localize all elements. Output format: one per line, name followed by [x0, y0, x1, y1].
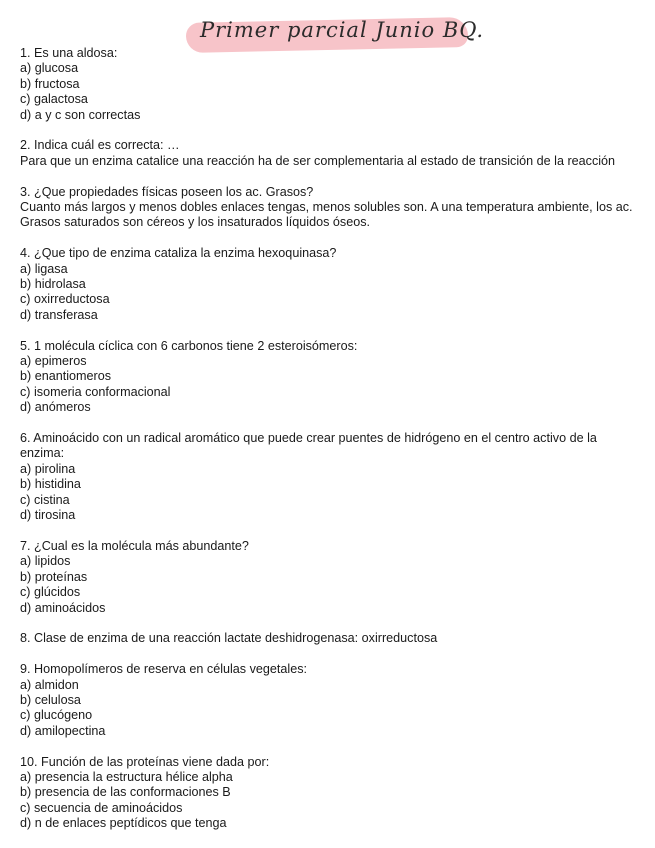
answer-option: b) enantiomeros: [20, 369, 112, 384]
question-block: [20, 246, 640, 323]
question-answer: Cuanto más largos y menos dobles enlaces tengas, menos solubles son. A una temperatura ambiente, los ac. Grasos saturados son céreos y los insaturados líquidos óseos.: [20, 200, 633, 230]
question-stem: 5. 1 molécula cíclica con 6 carbonos tiene 2 esteroisómeros:: [20, 338, 358, 353]
question-answer: Para que un enzima catalice una reacción ha de ser complementaria al estado de transición de la reacción: [20, 153, 616, 168]
answer-option: d) transferasa: [20, 307, 98, 322]
question-block: [20, 631, 640, 646]
answer-option: c) glúcidos: [20, 585, 81, 600]
answer-option: a) presencia la estructura hélice alpha: [20, 769, 233, 784]
question-block: [20, 755, 640, 832]
question-stem: 1. Es una aldosa:: [20, 46, 118, 60]
answer-option: a) almidon: [20, 677, 79, 692]
question-stem: 6. Aminoácido con un radical aromático que puede crear puentes de hidrógeno en el centro activo de la enzima:: [20, 431, 597, 461]
question-stem: 7. ¿Cual es la molécula más abundante?: [20, 538, 249, 553]
answer-option: a) epimeros: [20, 354, 87, 369]
answer-option: a) ligasa: [20, 261, 68, 276]
question-block: [20, 185, 640, 231]
answer-option: b) hidrolasa: [20, 277, 86, 292]
answer-option: c) secuencia de aminoácidos: [20, 800, 183, 815]
answer-option: d) tirosina: [20, 508, 76, 523]
question-stem: 2. Indica cuál es correcta: …: [20, 138, 180, 153]
answer-option: b) histidina: [20, 477, 81, 492]
answer-option: b) celulosa: [20, 692, 81, 707]
answer-option: b) presencia de las conformaciones B: [20, 785, 231, 800]
question-block: [20, 138, 640, 169]
question-stem: 10. Función de las proteínas viene dada por:: [20, 754, 270, 769]
question-stem: 9. Homopolímeros de reserva en células vegetales:: [20, 662, 308, 677]
answer-option: c) isomeria conformacional: [20, 384, 171, 399]
answer-option: b) fructosa: [20, 76, 80, 91]
question-stem: 3. ¿Que propiedades físicas poseen los ac. Grasos?: [20, 184, 314, 199]
answer-option: d) aminoácidos: [20, 600, 106, 615]
question-stem: 8. Clase de enzima de una reacción lactate deshidrogenasa: oxirreductosa: [20, 631, 438, 646]
answer-option: c) galactosa: [20, 92, 88, 107]
answer-option: c) cistina: [20, 492, 70, 507]
question-block: [20, 539, 640, 616]
answer-option: a) lipidos: [20, 554, 71, 569]
question-block: [20, 662, 640, 739]
answer-option: a) glucosa: [20, 61, 79, 76]
question-stem: 4. ¿Que tipo de enzima cataliza la enzima hexoquinasa?: [20, 246, 337, 261]
answer-option: a) pirolina: [20, 461, 76, 476]
answer-option: d) anómeros: [20, 400, 91, 415]
question-block: [20, 339, 640, 416]
question-list: [20, 46, 640, 847]
answer-option: c) oxirreductosa: [20, 292, 110, 307]
answer-option: d) a y c son correctas: [20, 107, 141, 122]
answer-option: c) glucógeno: [20, 708, 93, 723]
answer-option: b) proteínas: [20, 569, 88, 584]
question-block: [20, 431, 640, 523]
question-block: [20, 46, 640, 123]
answer-option: d) amilopectina: [20, 723, 106, 738]
page-title: Primer parcial Junio BQ.: [200, 18, 485, 42]
answer-option: d) n de enlaces peptídicos que tenga: [20, 816, 227, 831]
